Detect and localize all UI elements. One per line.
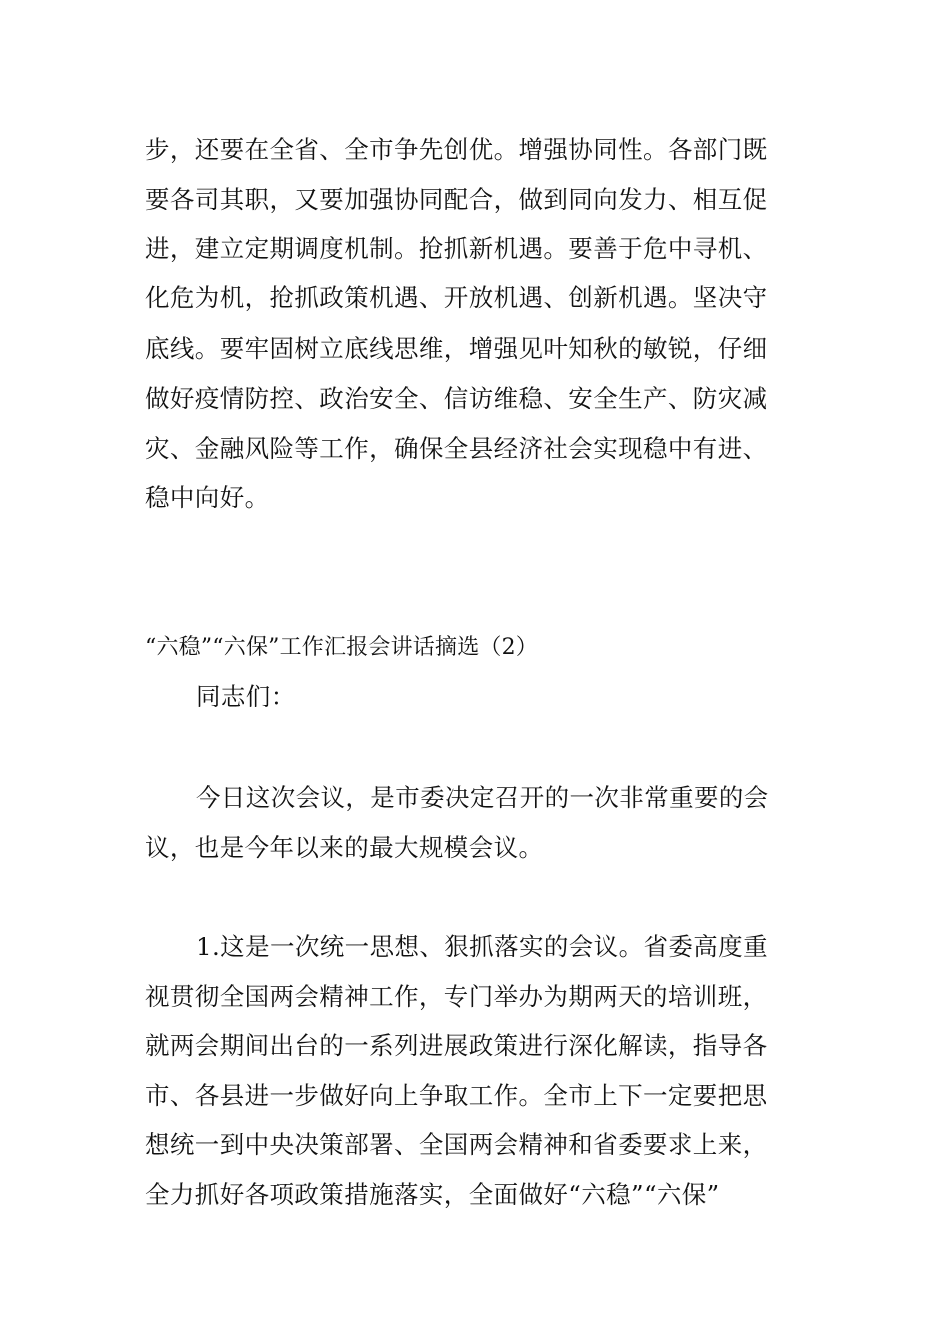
- text-line: 市、各县进一步做好向上争取工作。全市上下一定要把思: [145, 1081, 768, 1110]
- section-title: “六稳”“六保”工作汇报会讲话摘选（2）: [145, 635, 538, 660]
- text-line: 进，建立定期调度机制。抢抓新机遇。要善于危中寻机、: [145, 234, 768, 263]
- text-line: 底线。要牢固树立底线思维，增强见叶知秋的敏锐，仔细: [145, 334, 768, 363]
- text-line: 做好疫情防控、政治安全、信访维稳、安全生产、防灾减: [145, 384, 768, 413]
- text-line: 想统一到中央决策部署、全国两会精神和省委要求上来，: [145, 1130, 768, 1159]
- text-line: 要各司其职，又要加强协同配合，做到同向发力、相互促: [145, 185, 768, 214]
- text-line: 视贯彻全国两会精神工作，专门举办为期两天的培训班，: [145, 982, 768, 1011]
- salutation: 同志们：: [196, 682, 296, 711]
- text-line: 稳中向好。: [145, 483, 270, 512]
- text-line: 今日这次会议，是市委决定召开的一次非常重要的会: [196, 783, 769, 812]
- text-line: 议，也是今年以来的最大规模会议。: [145, 833, 544, 862]
- text-line: 就两会期间出台的一系列进展政策进行深化解读，指导各: [145, 1031, 768, 1060]
- text-line: 1.这是一次统一思想、狠抓落实的会议。省委高度重: [196, 932, 768, 961]
- text-line: 灾、金融风险等工作，确保全县经济社会实现稳中有进、: [145, 434, 768, 463]
- text-line: 步，还要在全省、全市争先创优。增强协同性。各部门既: [145, 135, 768, 164]
- text-line: 全力抓好各项政策措施落实，全面做好“六稳”“六保”: [145, 1180, 720, 1209]
- text-line: 化危为机，抢抓政策机遇、开放机遇、创新机遇。坚决守: [145, 283, 768, 312]
